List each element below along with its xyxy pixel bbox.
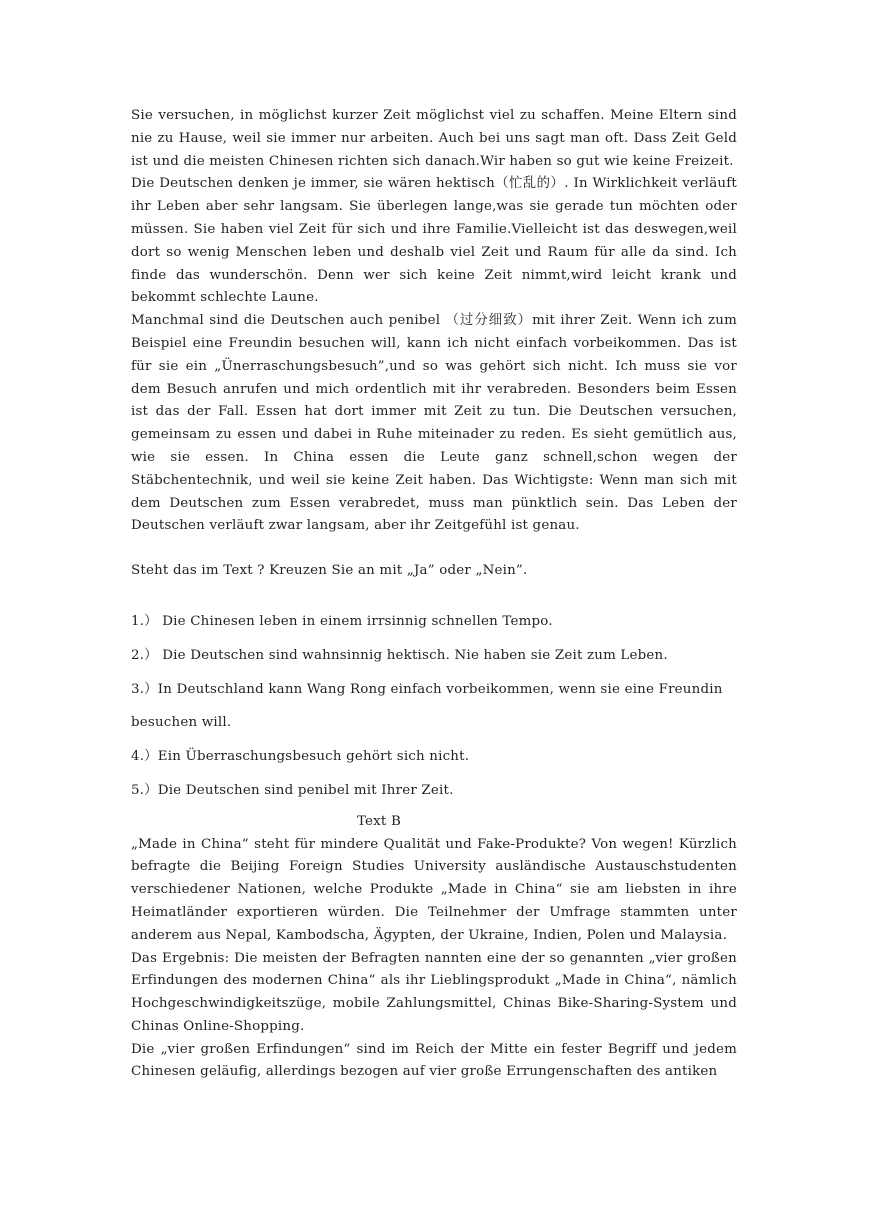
exercise-instruction: Steht das im Text ? Kreuzen Sie an mit „Ja” oder „Nein”.	[131, 563, 528, 579]
text-a-paragraph-1: Sie versuchen, in möglichst kurzer Zeit möglichst viel zu schaffen. Meine Eltern sind nie zu Hause, weil sie immer nur arbeiten. Auch bei uns sagt man oft. Dass Zeit Geld ist und die meisten Chinesen richten sich danach.Wir haben so gut wie keine Freizeit.	[131, 108, 737, 169]
question-5: 5.）Die Deutschen sind penibel mit Ihrer Zeit.	[131, 782, 454, 798]
text-b-paragraph-3: Die „vier großen Erfindungen“ sind im Reich der Mitte ein fester Begriff und jedem Chinesen geläufig, allerdings bezogen auf vier große Errungenschaften des antiken	[131, 1041, 737, 1080]
question-3: 3.）In Deutschland kann Wang Rong einfach vorbeikommen, wenn sie eine Freundin	[131, 681, 723, 697]
question-2: 2.） Die Deutschen sind wahnsinnig hektisch. Nie haben sie Zeit zum Leben.	[131, 647, 668, 663]
question-3-continuation: besuchen will.	[131, 715, 232, 731]
document-body	[131, 105, 737, 1084]
spacer	[131, 538, 737, 560]
text-b-paragraph-1: „Made in China“ steht für mindere Qualität und Fake-Produkte? Von wegen! Kürzlich befragte die Beijing Foreign Studies University ausländische Austauschstudenten verschiedener Nationen, welche Produkte „Made in China“ sie am liebsten in ihre Heimatländer exportieren würden. Die Teilnehmer der Umfrage stammten unter anderem aus Nepal, Kambodscha, Ägypten, der Ukraine, Indien, Polen und Malaysia.	[131, 836, 737, 943]
text-b-paragraph-2: Das Ergebnis: Die meisten der Befragten nannten eine der so genannten „vier großen Erfindungen des modernen China“ als ihr Lieblingsprodukt „Made in China“, nämlich Hochgeschwindigkeitszüge, mobile Zahlungsmittel, Chinas Bike-Sharing-System und Chinas Online-Shopping.	[131, 950, 737, 1034]
text-a-paragraph-2: Die Deutschen denken je immer, sie wären hektisch（忙乱的）. In Wirklichkeit verläuft ihr Leben aber sehr langsam. Sie überlegen lange,was sie gerade tun möchten oder müssen. Sie haben viel Zeit für sich und ihre Familie.Vielleicht ist das deswegen,weil dort so wenig Menschen leben und deshalb viel Zeit und Raum für alle da sind. Ich finde das wunderschön. Denn wer sich keine Zeit nimmt,wird leicht krank und bekommt schlechte Laune.	[131, 176, 737, 306]
question-1: 1.） Die Chinesen leben in einem irrsinnig schnellen Tempo.	[131, 613, 553, 629]
text-b-heading: Text B	[356, 813, 402, 829]
text-a-paragraph-3: Manchmal sind die Deutschen auch penibel （过分细致）mit ihrer Zeit. Wenn ich zum Beispiel eine Freundin besuchen will, kann ich nicht einfach vorbeikommen. Das ist für sie ein „Ünerraschungsbesuch”,und so was gehört sich nicht. Ich muss sie vor dem Besuch anrufen und mich ordentlich mit ihr verabreden. Besonders beim Essen ist das der Fall. Essen hat dort immer mit Zeit zu tun. Die Deutschen versuchen, gemeinsam zu essen und dabei in Ruhe miteinader zu reden. Es sieht gemütlich aus, wie sie essen. In China essen die Leute ganz schnell,schon wegen der Stäbchentechnik, und weil sie keine Zeit haben. Das Wichtigste: Wenn man sich mit dem Deutschen zum Essen verabredet, muss man pünktlich sein. Das Leben der Deutschen verläuft zwar langsam, aber ihr Zeitgefühl ist genau.	[131, 313, 737, 534]
question-4: 4.）Ein Überraschungsbesuch gehört sich nicht.	[131, 749, 470, 765]
